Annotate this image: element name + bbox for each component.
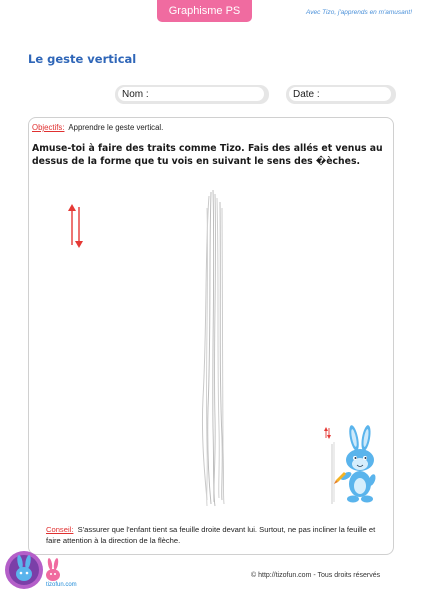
objective-text: Apprendre le geste vertical. — [68, 123, 164, 132]
advice-text — [46, 525, 386, 546]
logo-text[interactable]: tizofun.com — [46, 582, 77, 588]
advice-body: S'assurer que l'enfant tient sa feuille droite devant lui. Surtout, ne pas incliner la feuille et faire attention à la direction de la flèche. — [46, 525, 376, 545]
copyright-text: © http://tizofun.com - Tous droits réservés — [251, 572, 381, 579]
up-down-arrows-icon — [64, 203, 86, 249]
date-field-label: Date : — [289, 87, 391, 101]
objective-label: Objectifs: — [32, 123, 65, 132]
name-field-label: Nom : — [118, 87, 264, 101]
vertical-scribble-drawing — [195, 188, 235, 508]
tizo-bunny-mascot — [320, 422, 386, 506]
header-tab: Graphisme PS — [157, 0, 252, 22]
advice-label: Conseil: — [46, 525, 74, 534]
tagline: Avec Tizo, j'apprends en m'amusant! — [306, 9, 412, 16]
objective-line — [32, 123, 163, 132]
name-field[interactable] — [115, 85, 269, 104]
instructions-text: Amuse-toi à faire des traits comme Tizo. Fais des allés et venus au dessus de la forme que tu vois en suivant le sens des �èches. — [32, 143, 383, 167]
page-title: Le geste vertical — [28, 52, 137, 66]
date-field[interactable] — [286, 85, 396, 104]
